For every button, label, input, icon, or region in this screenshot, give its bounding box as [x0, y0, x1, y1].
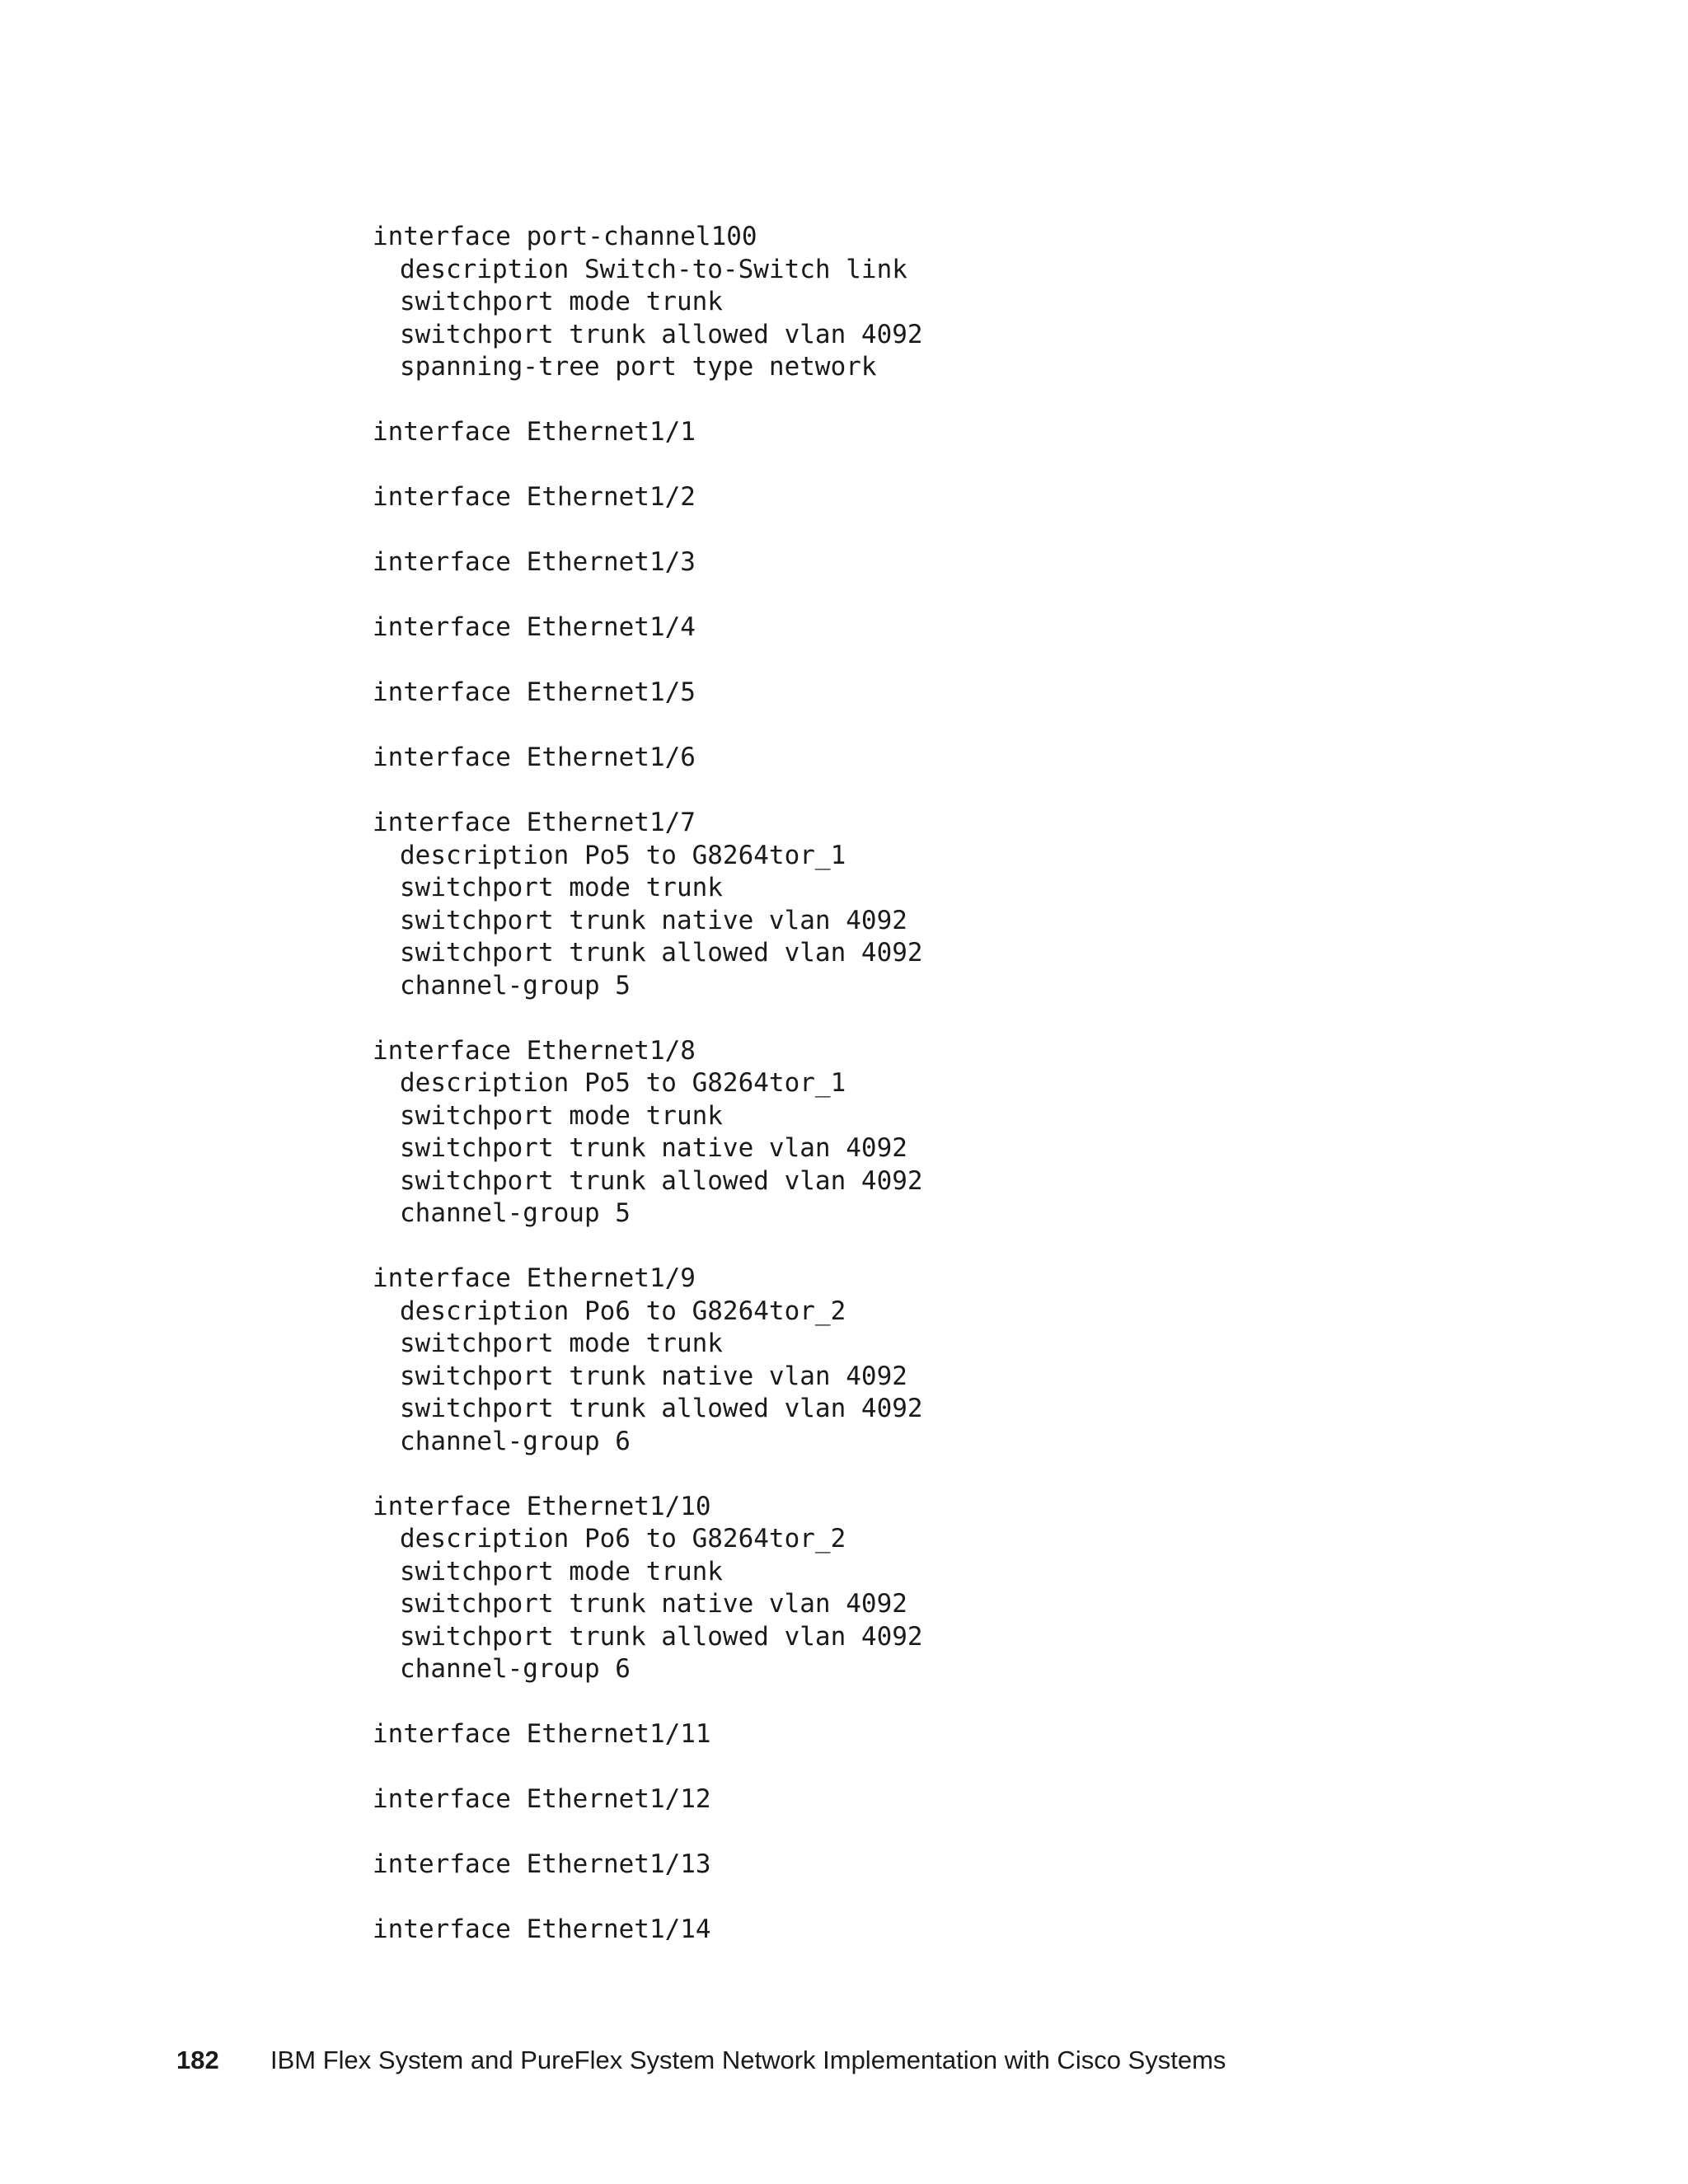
code-line: switchport trunk allowed vlan 4092	[400, 319, 923, 349]
code-line: interface Ethernet1/8	[373, 1035, 696, 1066]
code-line: switchport trunk allowed vlan 4092	[400, 938, 923, 968]
blank-line	[373, 384, 1526, 417]
code-line: switchport trunk allowed vlan 4092	[400, 1394, 923, 1423]
blank-line	[373, 1751, 1526, 1784]
blank-line	[373, 1686, 1526, 1719]
blank-line	[373, 579, 1526, 612]
code-line: channel-group 6	[400, 1654, 631, 1684]
code-line: interface port-channel100	[373, 222, 757, 251]
blank-line	[373, 1230, 1526, 1263]
page-number: 182	[176, 2046, 219, 2074]
code-line: channel-group 5	[400, 1198, 631, 1228]
blank-line	[373, 710, 1526, 743]
code-line: switchport mode trunk	[400, 873, 723, 902]
code-line: switchport trunk native vlan 4092	[400, 905, 907, 935]
blank-line	[373, 1458, 1526, 1491]
page-footer	[176, 2046, 1226, 2075]
code-line: switchport trunk native vlan 4092	[400, 1133, 907, 1163]
code-line: description Switch-to-Switch link	[400, 254, 907, 284]
blank-line	[373, 449, 1526, 482]
blank-line	[373, 514, 1526, 547]
code-line: channel-group 6	[400, 1426, 631, 1456]
blank-line	[373, 1816, 1526, 1849]
code-line: interface Ethernet1/11	[373, 1719, 711, 1749]
code-line: description Po6 to G8264tor_2	[400, 1296, 846, 1326]
document-title: IBM Flex System and PureFlex System Network Implementation with Cisco Systems	[270, 2046, 1226, 2074]
code-listing	[373, 221, 1526, 1947]
code-line: switchport trunk allowed vlan 4092	[400, 1165, 923, 1196]
code-line: spanning-tree port type network	[400, 352, 877, 382]
code-line: description Po5 to G8264tor_1	[400, 1068, 846, 1098]
code-line: interface Ethernet1/2	[373, 482, 696, 512]
code-line: switchport trunk allowed vlan 4092	[400, 1621, 923, 1652]
code-line: switchport mode trunk	[400, 287, 723, 316]
code-line: interface Ethernet1/13	[373, 1849, 711, 1879]
code-line: channel-group 5	[400, 970, 631, 1001]
code-line: interface Ethernet1/9	[373, 1263, 696, 1293]
blank-line	[373, 1882, 1526, 1915]
code-line: description Po5 to G8264tor_1	[400, 840, 846, 870]
blank-line	[373, 644, 1526, 677]
code-line: interface Ethernet1/7	[373, 808, 696, 837]
code-line: interface Ethernet1/4	[373, 612, 696, 642]
code-line: description Po6 to G8264tor_2	[400, 1524, 846, 1554]
code-line: interface Ethernet1/1	[373, 417, 696, 447]
code-line: interface Ethernet1/6	[373, 743, 696, 772]
code-line: interface Ethernet1/3	[373, 547, 696, 577]
code-line: switchport trunk native vlan 4092	[400, 1361, 907, 1391]
code-line: interface Ethernet1/14	[373, 1915, 711, 1944]
blank-line	[373, 1002, 1526, 1035]
code-line: switchport mode trunk	[400, 1556, 723, 1586]
code-line: switchport trunk native vlan 4092	[400, 1589, 907, 1619]
blank-line	[373, 775, 1526, 808]
code-line: interface Ethernet1/10	[373, 1491, 711, 1521]
code-line: interface Ethernet1/12	[373, 1784, 711, 1814]
code-line: switchport mode trunk	[400, 1100, 723, 1131]
code-line: interface Ethernet1/5	[373, 677, 696, 707]
code-line: switchport mode trunk	[400, 1329, 723, 1358]
